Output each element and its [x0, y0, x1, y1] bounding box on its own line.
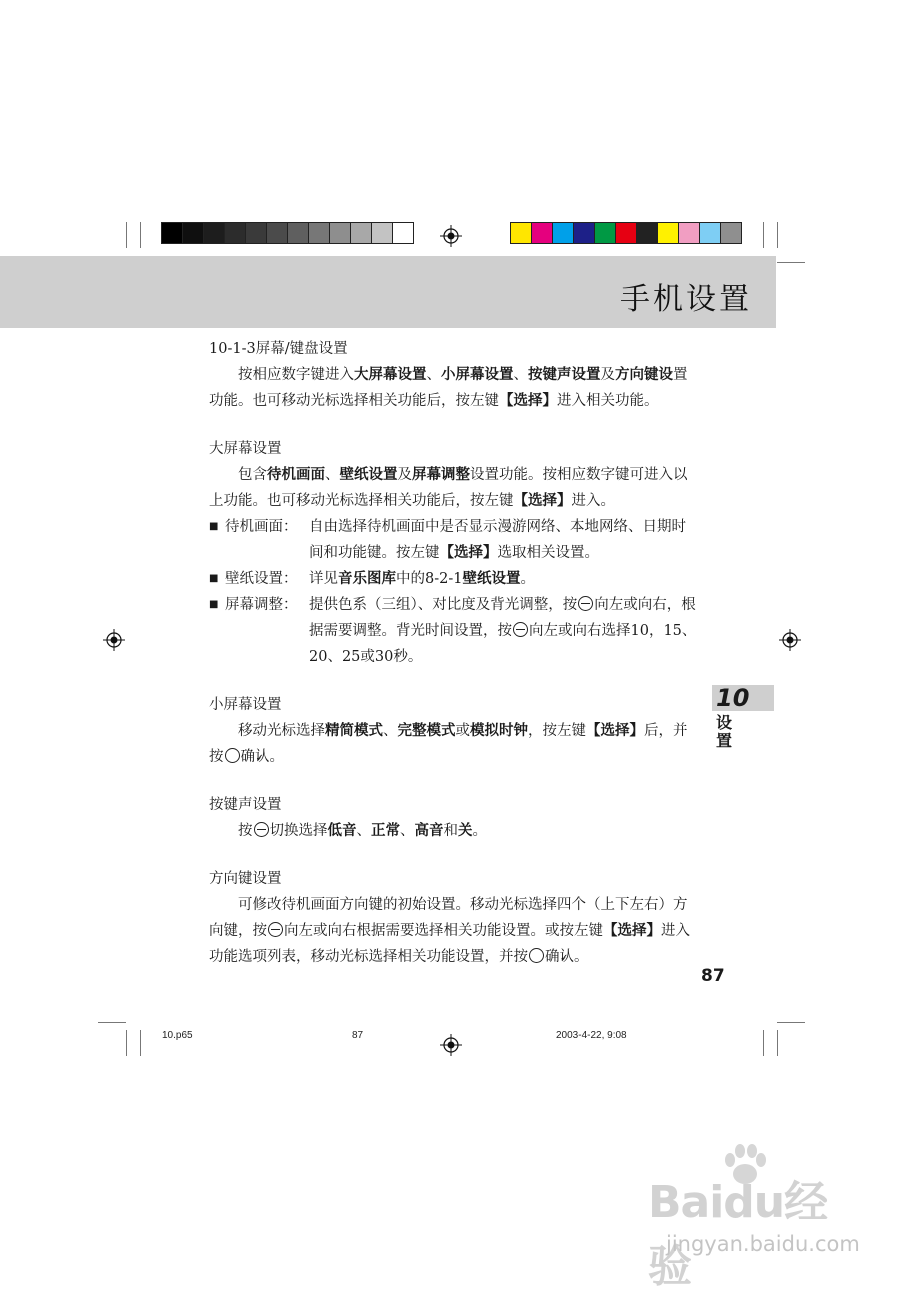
registration-mark-icon	[779, 629, 801, 651]
nav-key-icon	[513, 622, 528, 637]
confirm-key-icon	[529, 948, 544, 963]
color-swatch	[183, 223, 204, 243]
registration-mark-icon	[103, 629, 125, 651]
page-title: 手机设置	[620, 282, 752, 317]
color-swatch	[574, 223, 595, 243]
color-swatch	[637, 223, 658, 243]
watermark	[646, 1142, 866, 1292]
footer-filename: 10.p65	[162, 1030, 193, 1041]
grayscale-swatch-bar	[161, 222, 414, 244]
paragraph: 移动光标选择精简模式、完整模式或模拟时钟，按左键【选择】后，并按✓ 确认。	[209, 718, 699, 770]
crop-mark	[126, 1030, 127, 1056]
color-swatch	[204, 223, 225, 243]
color-swatch	[351, 223, 372, 243]
color-swatch	[330, 223, 351, 243]
nav-key-icon	[254, 822, 269, 837]
color-swatch	[532, 223, 553, 243]
crop-mark	[98, 1022, 126, 1023]
section-title: 小屏幕设置	[209, 697, 282, 713]
section-title: 大屏幕设置	[209, 441, 282, 457]
color-swatch	[288, 223, 309, 243]
color-swatch	[246, 223, 267, 243]
registration-mark-icon	[440, 225, 462, 247]
nav-key-icon	[268, 922, 283, 937]
document-body	[209, 336, 699, 970]
page-number: 87	[701, 966, 725, 986]
bullet-icon: ■	[209, 573, 219, 584]
registration-mark-icon	[440, 1034, 462, 1056]
list-item: ■ 待机画面： 自由选择待机画面中是否显示漫游网络、本地网络、日期时间和功能键。按左键【选择】选取相关设置。	[209, 514, 699, 566]
list-item: ■ 壁纸设置： 详见音乐图库中的8-2-1壁纸设置。	[209, 566, 699, 592]
section-title: 方向键设置	[209, 871, 282, 887]
chapter-header-band	[0, 256, 776, 328]
paragraph: 可修改待机画面方向键的初始设置。移动光标选择四个（上下左右）方向键，按 向左或向右根据需要选择相关功能设置。或按左键【选择】进入功能选项列表，移动光标选择相关功能设置，并按✓ 确认。	[209, 892, 699, 970]
confirm-key-icon	[225, 748, 240, 763]
watermark-url: jingyan.baidu.com	[666, 1232, 860, 1256]
crop-mark	[777, 1022, 805, 1023]
color-swatch	[616, 223, 637, 243]
bullet-icon: ■	[209, 599, 219, 610]
crop-mark	[126, 222, 127, 248]
crop-mark	[140, 222, 141, 248]
chapter-tab	[712, 685, 774, 711]
list-item: ■ 屏幕调整： 提供色系（三组）、对比度及背光调整，按 向左或向右，根据需要调整。背光时间设置，按 向左或向右选择10，15、20、25或30秒。	[209, 592, 699, 670]
color-swatch	[595, 223, 616, 243]
color-swatch	[393, 223, 413, 243]
color-swatch	[553, 223, 574, 243]
color-swatch	[679, 223, 700, 243]
crop-mark	[777, 1030, 778, 1056]
color-swatch	[511, 223, 532, 243]
color-swatch	[267, 223, 288, 243]
crop-mark	[140, 1030, 141, 1056]
crop-mark	[777, 222, 778, 248]
crop-mark	[777, 262, 805, 263]
color-swatch	[162, 223, 183, 243]
section-title: 10-1-3屏幕/键盘设置	[209, 341, 348, 357]
footer-page: 87	[352, 1030, 364, 1041]
color-swatch	[721, 223, 741, 243]
paragraph: 按相应数字键进入大屏幕设置、小屏幕设置、按键声设置及方向键设置功能。也可移动光标选择相关功能后，按左键【选择】进入相关功能。	[209, 366, 688, 409]
crop-mark	[763, 1030, 764, 1056]
footer-timestamp: 2003-4-22, 9:08	[556, 1030, 627, 1041]
paragraph: 按 切换选择低音、正常、高音和关。	[238, 822, 487, 839]
bullet-icon: ■	[209, 521, 219, 532]
color-swatch-bar	[510, 222, 742, 244]
color-swatch	[700, 223, 721, 243]
nav-key-icon	[578, 596, 593, 611]
color-swatch	[309, 223, 330, 243]
watermark-logo: Baidu经验	[648, 1177, 828, 1292]
chapter-label: 设置	[716, 713, 733, 750]
section-title: 按键声设置	[209, 797, 282, 813]
chapter-number: 10	[716, 684, 750, 712]
crop-mark	[763, 222, 764, 248]
color-swatch	[225, 223, 246, 243]
color-swatch	[658, 223, 679, 243]
paragraph: 包含待机画面、壁纸设置及屏幕调整设置功能。按相应数字键可进入以上功能。也可移动光标选择相关功能后，按左键【选择】进入。	[209, 466, 688, 509]
color-swatch	[372, 223, 393, 243]
